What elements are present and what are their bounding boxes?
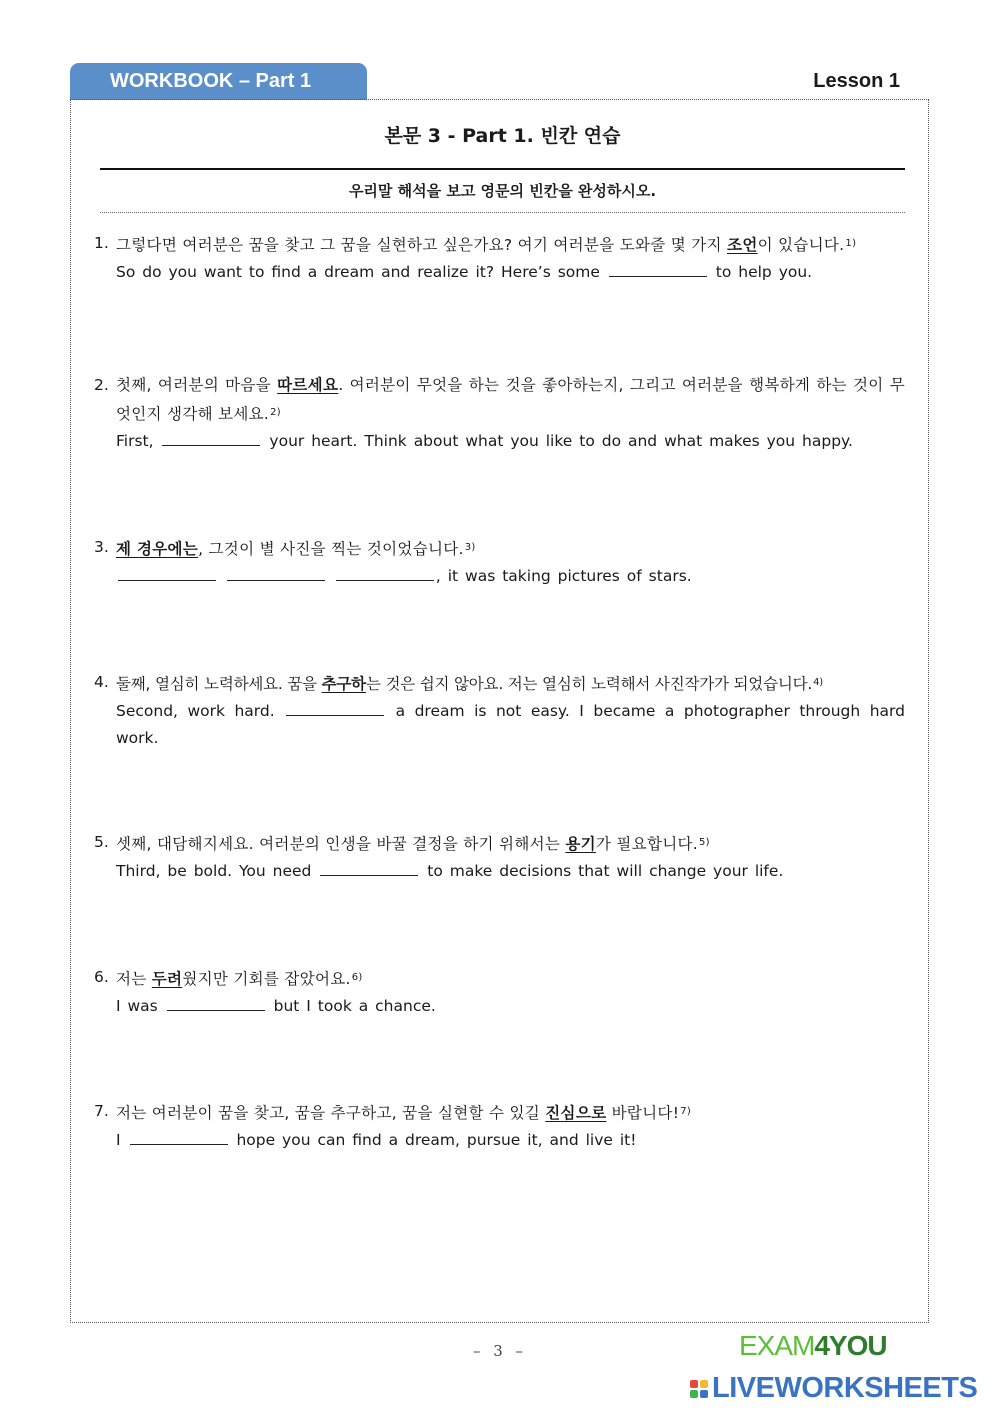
instruction-text: 우리말 해석을 보고 영문의 빈칸을 완성하시오. — [348, 182, 657, 200]
korean-text-before: 그렇다면 여러분은 꿈을 찾고 그 꿈을 실현하고 싶은가요? 여기 여러분을 도와줄 몇 가지 — [116, 236, 728, 254]
item-number: 6. — [94, 968, 109, 986]
korean-text-before: 첫째, 여러분의 마음을 — [116, 376, 278, 394]
lw-icon-square-4 — [700, 1390, 708, 1398]
lw-icon-square-2 — [700, 1380, 708, 1388]
korean-text-after: . 여러분이 무엇을 하는 것을 좋아하는지, 그리고 여러분을 행복하게 하는 것이 무엇인지 생각해 보세요. — [116, 376, 905, 423]
exercise-item-3 — [94, 534, 905, 590]
page-title: 본문 3 - Part 1. 빈칸 연습 — [384, 125, 621, 147]
answer-blank[interactable] — [167, 996, 265, 1011]
answer-blank[interactable] — [609, 262, 707, 277]
exercise-item-6 — [94, 964, 905, 1020]
liveworksheets-text: LIVEWORKSHEETS — [712, 1372, 978, 1404]
liveworksheets-icon — [690, 1380, 708, 1398]
keyword: 두려 — [151, 970, 183, 988]
lw-icon-square-1 — [690, 1380, 698, 1388]
korean-sentence — [94, 230, 905, 259]
korean-sentence — [94, 829, 905, 858]
english-sentence — [94, 858, 905, 885]
english-text-after: hope you can find a dream, pursue it, and live it! — [236, 1131, 637, 1149]
answer-blank[interactable] — [162, 431, 260, 446]
exercise-item-2 — [94, 372, 905, 455]
footnote-marker: 2) — [270, 407, 282, 418]
keyword: 추구하 — [321, 675, 366, 693]
lesson-label: Lesson 1 — [813, 70, 900, 92]
english-sentence — [94, 993, 905, 1020]
answer-blank[interactable] — [130, 1130, 228, 1145]
item-number: 5. — [94, 833, 109, 851]
korean-text-before: 둘째, 열심히 노력하세요. 꿈을 — [116, 675, 322, 693]
english-text-after: but I took a chance. — [273, 997, 436, 1015]
english-sentence — [94, 259, 905, 286]
korean-text-after: 는 것은 쉽지 않아요. 저는 열심히 노력해서 사진작가가 되었습니다. — [365, 675, 813, 693]
exercise-item-5 — [94, 829, 905, 885]
keyword: 조언 — [727, 236, 758, 254]
item-number: 4. — [94, 673, 109, 691]
exam-logo-part1: EXAM — [739, 1330, 815, 1361]
keyword: 따르세요 — [277, 376, 339, 394]
korean-text-before: 저는 여러분이 꿈을 찾고, 꿈을 추구하고, 꿈을 실현할 수 있길 — [116, 1104, 546, 1122]
footnote-marker: 4) — [813, 677, 823, 688]
instruction-divider — [100, 212, 905, 213]
korean-sentence — [94, 534, 905, 563]
liveworksheets-logo[interactable] — [690, 1372, 977, 1405]
answer-blank[interactable] — [118, 566, 216, 581]
korean-text-after: 바랍니다! — [606, 1104, 680, 1122]
keyword: 용기 — [565, 835, 596, 853]
lw-icon-square-3 — [690, 1390, 698, 1398]
answer-blank[interactable] — [336, 566, 434, 581]
answer-blank[interactable] — [286, 701, 384, 716]
english-text-after: your heart. Think about what you like to do and what makes you happy. — [269, 432, 853, 450]
english-text-before: So do you want to find a dream and realize it? Here’s some — [116, 263, 600, 281]
answer-blank[interactable] — [320, 861, 418, 876]
english-sentence — [94, 1127, 905, 1154]
english-text-after: to make decisions that will change your life. — [427, 862, 784, 880]
english-text-after: a dream is not easy. I became a photographer through hard work. — [116, 702, 905, 747]
korean-sentence — [94, 964, 905, 993]
english-sentence — [94, 563, 905, 590]
answer-blank[interactable] — [227, 566, 325, 581]
keyword: 진심으로 — [545, 1104, 607, 1122]
korean-text-after: 이 있습니다. — [757, 236, 845, 254]
footnote-marker: 5) — [699, 837, 710, 848]
korean-text-before: 저는 — [116, 970, 152, 988]
workbook-tab: WORKBOOK – Part 1 — [70, 63, 367, 100]
exercise-item-1 — [94, 230, 905, 286]
item-number: 1. — [94, 234, 109, 252]
item-number: 2. — [94, 376, 109, 394]
english-text-before: I — [116, 1131, 121, 1149]
footnote-marker: 3) — [464, 542, 476, 553]
footnote-marker: 7) — [680, 1106, 692, 1117]
english-text-before: I was — [116, 997, 158, 1015]
english-sentence — [94, 698, 905, 752]
korean-text-before: 셋째, 대담해지세요. 여러분의 인생을 바꿀 결정을 하기 위해서는 — [116, 835, 566, 853]
item-number: 7. — [94, 1102, 109, 1120]
english-text-after: to help you. — [715, 263, 813, 281]
exercise-item-4 — [94, 669, 905, 752]
korean-sentence — [94, 1098, 905, 1127]
korean-text-after: 웠지만 기회를 잡았어요. — [182, 970, 351, 988]
korean-sentence — [94, 669, 905, 698]
korean-text-after: , 그것이 별 사진을 찍는 것이었습니다. — [198, 540, 464, 558]
exam-logo-part2: 4YOU — [814, 1330, 887, 1361]
english-text-after: , it was taking pictures of stars. — [435, 567, 692, 585]
korean-sentence — [94, 372, 905, 428]
title-divider — [100, 168, 905, 170]
english-text-before: First, — [116, 432, 154, 450]
english-sentence — [94, 428, 905, 455]
exercise-item-7 — [94, 1098, 905, 1154]
english-text-before: Second, work hard. — [116, 702, 275, 720]
exam4you-logo[interactable] — [739, 1330, 887, 1362]
english-text-before: Third, be bold. You need — [116, 862, 312, 880]
footnote-marker: 1) — [845, 238, 857, 249]
item-number: 3. — [94, 538, 109, 556]
footnote-marker: 6) — [351, 972, 363, 983]
page-number: – 3 – — [472, 1342, 528, 1360]
keyword: 제 경우에는 — [116, 540, 199, 558]
korean-text-after: 가 필요합니다. — [595, 835, 699, 853]
